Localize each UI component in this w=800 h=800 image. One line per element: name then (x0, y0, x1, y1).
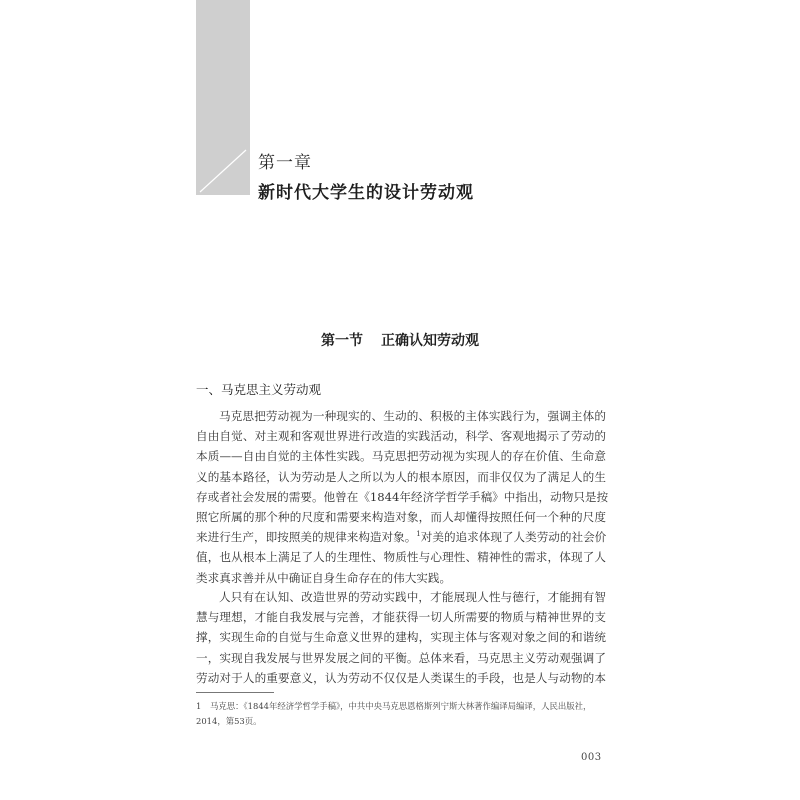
footnote-reference[interactable]: 1 (416, 530, 421, 539)
page-number: 003 (581, 752, 602, 763)
section-number: 第一节 (321, 333, 363, 349)
chapter-number: 第一章 (258, 153, 312, 173)
text-segment: 对美的追求体现了人类劳动的社会价 (420, 530, 607, 545)
text-line: 慧与理想，才能自我发展与完善，才能获得一切人所需要的物质与精神世界的支 (196, 610, 606, 625)
text-line: 照它所属的那个种的尺度和需要来构造对象，而人却懂得按照任何一个种的尺度 (196, 509, 606, 524)
footnote-divider (196, 692, 274, 693)
footnote (196, 699, 606, 729)
section-title: 正确认知劳动观 (381, 333, 479, 349)
text-line: 马克思把劳动视为一种现实的、生动的、积极的主体实践行为，强调主体的 (219, 409, 606, 423)
text-segment: 来进行生产，即按照美的规律来构造对象。 (196, 530, 417, 545)
paragraph-1 (196, 406, 609, 588)
text-line: 义的基本路径，认为劳动是人之所以为人的根本原因，而非仅仅为了满足人的生 (196, 469, 606, 484)
text-line: 撑，实现生命的自觉与生命意义世界的建构，实现主体与客观对象之间的和谐统 (196, 630, 606, 645)
footnote-line-2: 2014，第53页。 (196, 716, 262, 726)
section-heading (0, 330, 800, 350)
text-line: 自由自觉、对主观和客观世界进行改造的实践活动，科学、客观地揭示了劳动的 (196, 429, 606, 444)
paragraph-2 (196, 587, 606, 688)
footnote-number: 1 (196, 701, 202, 711)
text-line: 本质——自由自觉的主体性实践。马克思把劳动视为实现人的存在价值、生命意 (196, 449, 606, 464)
footnote-text: 马克思：《1844年经济学哲学手稿》，中共中央马克思恩格斯列宁斯大林著作编译局编译，人民出版社， (210, 701, 592, 711)
text-line: 一，实现自我发展与世界发展之间的平衡。总体来看，马克思主义劳动观强调了 (196, 650, 606, 665)
footnote-line-1 (196, 699, 606, 714)
text-line: 类求真求善并从中确证自身生命存在的伟大实践。 (196, 570, 452, 585)
text-line: 值，也从根本上满足了人的生理性、物质性与心理性、精神性的需求，体现了人 (196, 550, 606, 565)
text-line: 存或者社会发展的需要。他曾在《1844年经济学哲学手稿》中指出，动物只是按 (196, 489, 609, 504)
subheading: 一、马克思主义劳动观 (196, 382, 322, 397)
chapter-title: 新时代大学生的设计劳动观 (258, 183, 474, 203)
text-line: 劳动对于人的重要意义，认为劳动不仅仅是人类谋生的手段，也是人与动物的本 (196, 670, 606, 685)
diagonal-line-decoration (196, 0, 250, 195)
text-line: 人只有在认知、改造世界的劳动实践中，才能展现人性与德行，才能拥有智 (219, 590, 606, 604)
text-line-with-footnote (196, 527, 606, 547)
